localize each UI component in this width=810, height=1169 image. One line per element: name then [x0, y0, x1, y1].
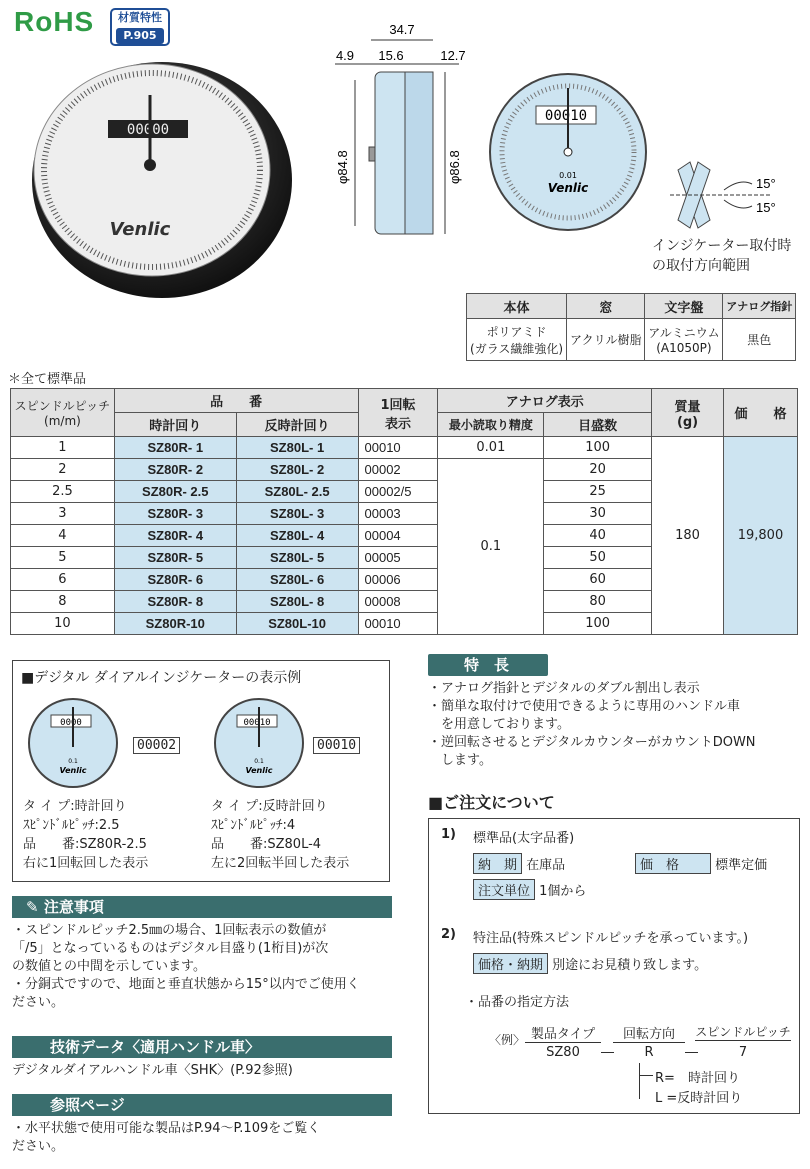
mount-caption-line2: の取付方向範囲 — [652, 258, 750, 274]
photo-digits: 00000 — [126, 122, 170, 138]
cell-pitch: 8 — [11, 591, 115, 613]
cell-rev: 00002/5 — [358, 481, 438, 503]
cell-cw: SZ80R- 3 — [114, 503, 236, 525]
front-brand: Venlic — [547, 181, 589, 195]
c3: スピンドルピッチ — [695, 1025, 791, 1039]
r-line: R= 時計回り — [655, 1071, 740, 1086]
cell-rev: 00002 — [358, 459, 438, 481]
cell-rev: 00006 — [358, 569, 438, 591]
h-min: 最小読取り精度 — [438, 413, 544, 437]
cell-rev: 00003 — [358, 503, 438, 525]
spec-needle: 黒色 — [723, 319, 796, 361]
example-title: ■デジタル ダイアルインジケーターの表示例 — [21, 670, 302, 686]
h-cw: 時計回り — [114, 413, 236, 437]
order-sp-row — [473, 953, 707, 974]
example-left-dial — [27, 697, 119, 789]
svg-text:Venlic: Venlic — [245, 766, 273, 775]
order-box — [428, 818, 800, 1114]
dim-c: 12.7 — [440, 48, 466, 63]
spec-dial: アルミニウム (A1050P) — [645, 319, 723, 361]
spec-h-body: 本体 — [467, 294, 567, 319]
front-drawing — [488, 68, 648, 238]
cell-grad: 100 — [544, 613, 652, 635]
h-analog: アナログ表示 — [438, 389, 652, 413]
c2: 回転方向 — [613, 1023, 685, 1043]
cell-pitch: 1 — [11, 437, 115, 459]
dia-right: φ86.8 — [447, 150, 462, 184]
unit-value: 1個から — [539, 884, 587, 899]
svg-text:0.1: 0.1 — [254, 758, 264, 765]
cell-ccw: SZ80L- 5 — [236, 547, 358, 569]
cell-cw: SZ80R- 5 — [114, 547, 236, 569]
main-note: ＊全て標準品 — [8, 372, 87, 387]
c1: 製品タイプ — [525, 1023, 601, 1043]
cell-pitch: 5 — [11, 547, 115, 569]
cell-cw: SZ80R-10 — [114, 613, 236, 635]
cell-grad: 25 — [544, 481, 652, 503]
cell-rev: 00004 — [358, 525, 438, 547]
refpage-list — [12, 1120, 392, 1156]
cell-ccw: SZ80L- 8 — [236, 591, 358, 613]
front-digits: 00010 — [544, 108, 588, 124]
rei-label: 〈例〉 — [489, 1033, 526, 1047]
feature-item: ・逆回転させるとデジタルカウンターがカウントDOWN — [428, 735, 756, 750]
mount-caption-line1: インジケーター取付時 — [652, 238, 792, 254]
cell-min: 0.01 — [438, 437, 544, 459]
techdata-text: デジタルダイアルハンドル車〈SHK〉(P.92参照) — [12, 1063, 293, 1078]
cell-ccw: SZ80L-10 — [236, 613, 358, 635]
spec-body: ポリアミド (ガラス繊維強化) — [467, 319, 567, 361]
badge-page: P.905 — [116, 28, 164, 44]
cell-ccw: SZ80L- 1 — [236, 437, 358, 459]
caution-item: ・分銅式ですので、地面と垂直状態から15°以内でご使用く — [12, 977, 360, 992]
v2: R — [644, 1045, 654, 1060]
mount-caption — [652, 236, 791, 276]
right-desc: タ イ プ:反時計回り ｽﾋﾟﾝﾄﾞﾙﾋﾟｯﾁ:4 品 番:SZ80L-4 左に2回転半回した表示 — [211, 799, 350, 871]
feature-item: します。 — [428, 753, 492, 768]
order-price-row — [635, 853, 767, 874]
display-example — [12, 660, 390, 882]
angle-up: 15° — [756, 176, 776, 191]
cell-pitch: 3 — [11, 503, 115, 525]
cell-rev: 00005 — [358, 547, 438, 569]
sp-label: 価格・納期 — [473, 953, 548, 974]
photo-brand: Venlic — [109, 219, 171, 240]
caution-list — [12, 922, 392, 1012]
cell-rev: 00010 — [358, 613, 438, 635]
techdata-section — [12, 1036, 392, 1080]
cell-pitch: 10 — [11, 613, 115, 635]
order-n1: 1) — [441, 827, 456, 842]
nouki-label: 納 期 — [473, 853, 522, 874]
h-pitch: スピンドルピッチ (m/m) — [11, 389, 115, 437]
dim-total: 34.7 — [389, 22, 415, 37]
dia-left: φ84.8 — [335, 150, 350, 184]
svg-text:0.1: 0.1 — [68, 758, 78, 765]
dim-a: 4.9 — [335, 48, 355, 63]
caution-item: の数値との中間を示しています。 — [12, 959, 206, 974]
table-row — [11, 437, 798, 459]
cell-grad: 80 — [544, 591, 652, 613]
caution-item: 「/5」となっているものはデジタル目盛り(1桁目)が次 — [12, 941, 329, 956]
cell-pitch: 2.5 — [11, 481, 115, 503]
cell-cw: SZ80R- 2.5 — [114, 481, 236, 503]
angle-down: 15° — [756, 200, 776, 215]
h-rev: 1回転 表示 — [358, 389, 438, 437]
v3: 7 — [738, 1045, 748, 1060]
h-mass: 質量 (g) — [652, 389, 724, 437]
dash1: ― — [601, 1045, 614, 1060]
cell-grad: 40 — [544, 525, 652, 547]
feature-item: ・簡単な取付けで使用できるように専用のハンドル車 — [428, 699, 741, 714]
cell-cw: SZ80R- 4 — [114, 525, 236, 547]
refpage-section — [12, 1094, 392, 1156]
order-std: 標準品(太字品番) — [473, 831, 575, 846]
cell-grad: 50 — [544, 547, 652, 569]
svg-text:0000: 0000 — [60, 718, 82, 728]
cell-ccw: SZ80L- 3 — [236, 503, 358, 525]
refpage-item: ださい。 — [12, 1139, 65, 1154]
left-desc: タ イ プ:時計回り ｽﾋﾟﾝﾄﾞﾙﾋﾟｯﾁ:2.5 品 番:SZ80R-2.5 右に1回転回した表示 — [23, 799, 149, 871]
features-title: 特 長 — [428, 654, 548, 676]
order-unit-row — [473, 879, 586, 900]
order-special: 特注品(特殊スピンドルピッチを承っています。) — [473, 931, 749, 946]
unit-label: 注文単位 — [473, 879, 535, 900]
dash2: ― — [685, 1045, 698, 1060]
cell-pitch: 4 — [11, 525, 115, 547]
cell-grad: 60 — [544, 569, 652, 591]
refpage-item: ・水平状態で使用可能な製品はP.94～P.109をご覧く — [12, 1121, 321, 1136]
cell-ccw: SZ80L- 4 — [236, 525, 358, 547]
cell-rev: 00008 — [358, 591, 438, 613]
wrench-icon: ✎ — [26, 898, 39, 916]
features-list — [428, 680, 800, 770]
spec-h-window: 窓 — [567, 294, 645, 319]
material-badge[interactable] — [110, 8, 170, 46]
nouki-value: 在庫品 — [526, 858, 566, 873]
front-res: 0.01 — [559, 171, 577, 180]
cell-cw: SZ80R- 8 — [114, 591, 236, 613]
techdata-title: 技術データ〈適用ハンドル車〉 — [12, 1036, 392, 1058]
product-table — [10, 388, 798, 635]
feature-item: を用意しております。 — [428, 717, 570, 732]
svg-text:Venlic: Venlic — [59, 766, 87, 775]
svg-text:00010: 00010 — [243, 718, 271, 728]
material-table — [466, 293, 796, 361]
v1: SZ80 — [546, 1045, 580, 1060]
cell-rev: 00010 — [358, 437, 438, 459]
h-part: 品 番 — [114, 389, 358, 413]
features-section — [428, 654, 800, 770]
caution-section — [12, 896, 392, 1012]
cell-grad: 20 — [544, 459, 652, 481]
spec-h-needle: アナログ指針 — [723, 294, 796, 319]
h-price: 価 格 — [723, 389, 797, 437]
cell-cw: SZ80R- 1 — [114, 437, 236, 459]
refpage-title: 参照ページ — [12, 1094, 392, 1116]
cell-mass: 180 — [652, 437, 724, 635]
right-counter: 00010 — [313, 737, 360, 754]
cell-ccw: SZ80L- 2.5 — [236, 481, 358, 503]
caution-item: ・スピンドルピッチ2.5㎜の場合、1回転表示の数値が — [12, 923, 327, 938]
cell-cw: SZ80R- 6 — [114, 569, 236, 591]
angle-drawing — [660, 150, 800, 230]
cell-ccw: SZ80L- 2 — [236, 459, 358, 481]
spec-title: ・品番の指定方法 — [465, 995, 570, 1010]
cell-grad: 100 — [544, 437, 652, 459]
cell-price: 19,800 — [723, 437, 797, 635]
l-line: L =反時計回り — [655, 1091, 743, 1106]
product-photo — [22, 55, 292, 300]
cell-cw: SZ80R- 2 — [114, 459, 236, 481]
cell-pitch: 2 — [11, 459, 115, 481]
spec-window: アクリル樹脂 — [567, 319, 645, 361]
h-ccw: 反時計回り — [236, 413, 358, 437]
caution-title: ✎ 注意事項 — [12, 896, 392, 918]
order-nouki-row — [473, 853, 565, 874]
spec-h-dial: 文字盤 — [645, 294, 723, 319]
cell-grad: 30 — [544, 503, 652, 525]
order-title: ■ご注文について — [428, 793, 555, 812]
badge-label: 材質特性 — [118, 11, 162, 24]
side-drawing — [325, 12, 485, 242]
cell-pitch: 6 — [11, 569, 115, 591]
price-value: 標準定価 — [715, 858, 768, 873]
sp-value: 別途にお見積り致します。 — [552, 958, 708, 973]
h-grad: 目盛数 — [544, 413, 652, 437]
rohs-logo: RoHS — [14, 6, 95, 37]
cell-ccw: SZ80L- 6 — [236, 569, 358, 591]
price-label: 価 格 — [635, 853, 711, 874]
left-counter: 00002 — [133, 737, 180, 754]
feature-item: ・アナログ指針とデジタルのダブル割出し表示 — [428, 681, 700, 696]
order-n2: 2) — [441, 927, 456, 942]
dim-b: 15.6 — [378, 48, 404, 63]
cell-min: 0.1 — [438, 459, 544, 635]
caution-item: ださい。 — [12, 995, 65, 1010]
example-right-dial — [213, 697, 305, 789]
